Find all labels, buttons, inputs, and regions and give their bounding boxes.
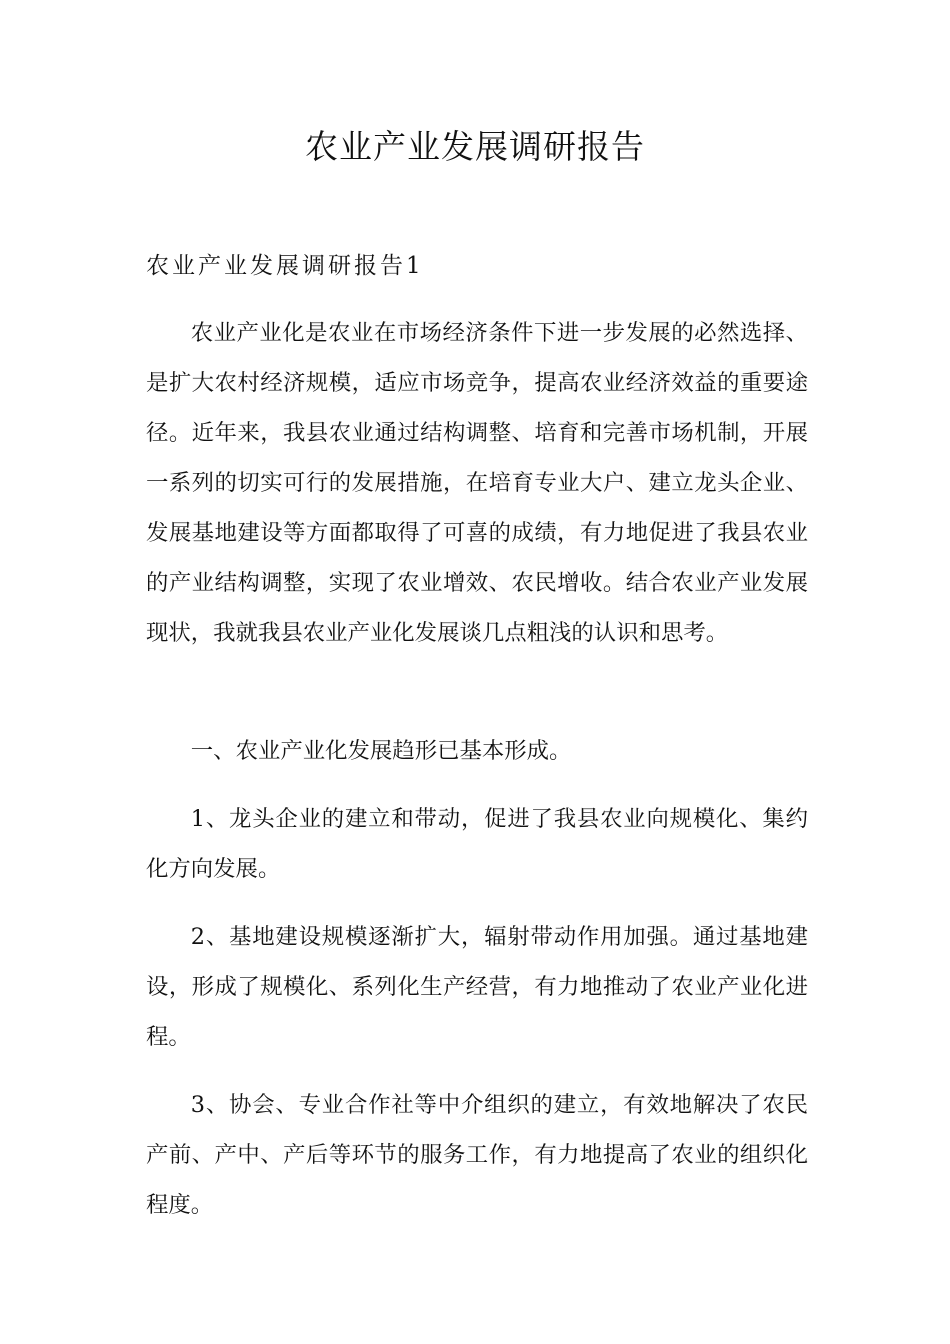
list-item-2: 2、基地建设规模逐渐扩大，辐射带动作用加强。通过基地建设，形成了规模化、系列化生产经营，有力地推动了农业产业化进程。 [146, 924, 808, 1050]
section-heading: 一、农业产业化发展趋形已基本形成。 [190, 738, 572, 764]
section-subtitle: 农业产业发展调研报告1 [146, 253, 424, 279]
intro-paragraph: 农业产业化是农业在市场经济条件下进一步发展的必然选择、是扩大农村经济规模，适应市场竞争，提高农业经济效益的重要途径。近年来，我县农业通过结构调整、培育和完善市场机制，开展一系列的切实可行的发展措施，在培育专业大户、建立龙头企业、发展基地建设等方面都取得了可喜的成绩，有力地促进了我县农业的产业结构调整，实现了农业增效、农民增收。结合农业产业发展现状，我就我县农业产业化发展谈几点粗浅的认识和思考。 [146, 320, 808, 646]
list-item-1: 1、龙头企业的建立和带动，促进了我县农业向规模化、集约化方向发展。 [146, 806, 808, 882]
list-item-3: 3、协会、专业合作社等中介组织的建立，有效地解决了农民产前、产中、产后等环节的服务工作，有力地提高了农业的组织化程度。 [146, 1092, 808, 1218]
document-title: 农业产业发展调研报告 [305, 127, 645, 166]
